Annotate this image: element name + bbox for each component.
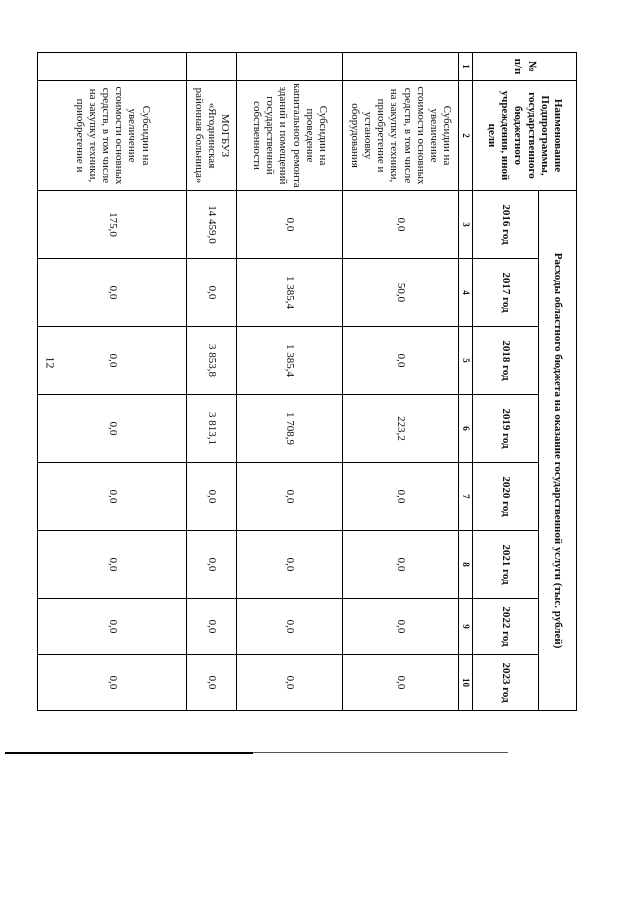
column-index: 3 — [459, 191, 473, 259]
row-value: 0,0 — [187, 655, 237, 711]
row-value: 0,0 — [38, 655, 187, 711]
row-value: 0,0 — [237, 531, 343, 599]
header-name: Наименование Подпрограммы, государственного бюджетного учреждения, иной цели — [473, 81, 577, 191]
row-value: 1 385,4 — [237, 327, 343, 395]
footer-rule-right — [253, 752, 508, 753]
row-value: 0,0 — [343, 655, 459, 711]
table-row — [187, 53, 237, 711]
column-index: 5 — [459, 327, 473, 395]
row-value: 0,0 — [237, 655, 343, 711]
header-year: 2020 год — [473, 463, 539, 531]
row-value: 0,0 — [38, 463, 187, 531]
column-index: 1 — [459, 53, 473, 81]
column-index: 8 — [459, 531, 473, 599]
table-row — [38, 53, 187, 711]
row-value: 50,0 — [343, 259, 459, 327]
row-name: Субсидии на увеличение стоимости основных средств, в том числе на закупку техники, приобретение и — [38, 81, 187, 191]
row-value: 0,0 — [38, 259, 187, 327]
row-num — [343, 53, 459, 81]
row-value: 0,0 — [38, 531, 187, 599]
row-value: 0,0 — [38, 395, 187, 463]
row-value: 175,0 — [38, 191, 187, 259]
column-index: 9 — [459, 599, 473, 655]
budget-table — [37, 52, 577, 711]
header-year: 2022 год — [473, 599, 539, 655]
row-num — [38, 53, 187, 81]
row-num — [237, 53, 343, 81]
header-year: 2021 год — [473, 531, 539, 599]
header-year: 2018 год — [473, 327, 539, 395]
column-index: 7 — [459, 463, 473, 531]
table-row — [237, 53, 343, 711]
header-year: 2017 год — [473, 259, 539, 327]
footer-rule-left — [5, 752, 253, 754]
column-index: 2 — [459, 81, 473, 191]
column-index: 10 — [459, 655, 473, 711]
header-year: 2016 год — [473, 191, 539, 259]
header-num: № п/п — [473, 53, 577, 81]
header-year: 2019 год — [473, 395, 539, 463]
row-value: 14 459,0 — [187, 191, 237, 259]
row-name: Субсидии на проведение капитального ремонта зданий и помещений государственной собственности — [237, 81, 343, 191]
row-value: 0,0 — [38, 599, 187, 655]
page-number: 12 — [43, 356, 58, 369]
column-index: 4 — [459, 259, 473, 327]
header-expenses-group: Расходы областного бюджета на оказание государственной услуги (тыс. рублей) — [539, 191, 577, 711]
row-value: 0,0 — [343, 327, 459, 395]
row-value: 0,0 — [237, 191, 343, 259]
row-value: 3 813,1 — [187, 395, 237, 463]
row-value: 1 708,9 — [237, 395, 343, 463]
table-row — [343, 53, 459, 711]
row-value: 0,0 — [343, 531, 459, 599]
row-value: 0,0 — [237, 599, 343, 655]
row-value: 0,0 — [343, 463, 459, 531]
row-value: 0,0 — [187, 599, 237, 655]
row-value: 0,0 — [343, 191, 459, 259]
row-value: 3 853,8 — [187, 327, 237, 395]
budget-table-frame — [37, 52, 577, 710]
header-year: 2023 год — [473, 655, 539, 711]
row-value: 0,0 — [38, 327, 187, 395]
row-name: МОГБУЗ «Ягоднинская районная больница» — [187, 81, 237, 191]
row-value: 0,0 — [187, 259, 237, 327]
column-index: 6 — [459, 395, 473, 463]
row-value: 1 385,4 — [237, 259, 343, 327]
row-num — [187, 53, 237, 81]
row-value: 0,0 — [343, 599, 459, 655]
row-value: 0,0 — [237, 463, 343, 531]
row-name: Субсидии на увеличение стоимости основных средств, в том числе на закупку техники, приобретение и установку оборудования — [343, 81, 459, 191]
row-value: 223,2 — [343, 395, 459, 463]
row-value: 0,0 — [187, 531, 237, 599]
row-value: 0,0 — [187, 463, 237, 531]
